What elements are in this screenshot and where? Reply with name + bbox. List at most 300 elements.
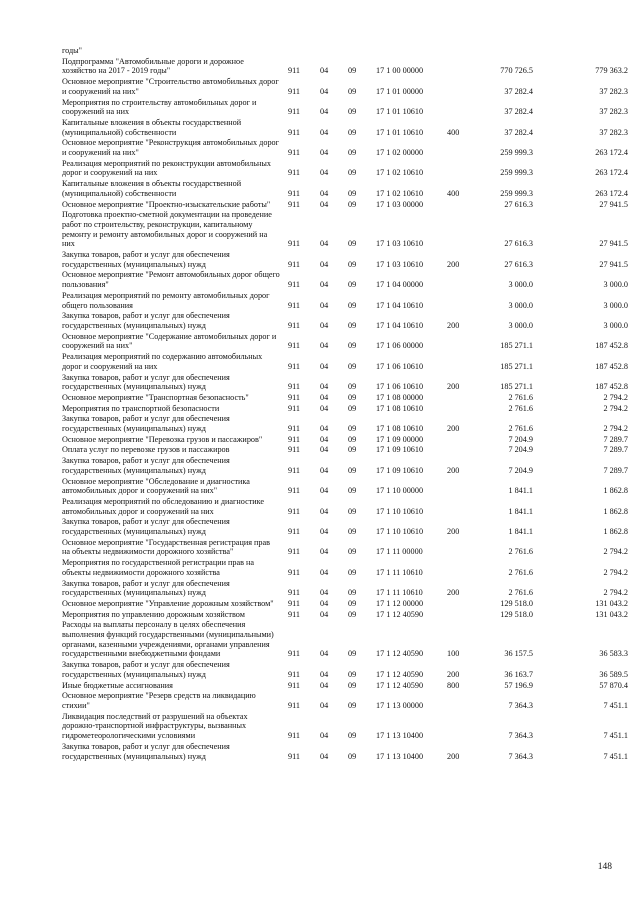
cell-v2020: 7 289.7 [603, 434, 628, 444]
cell-ved: 911 [288, 567, 300, 577]
row-name: Закупка товаров, работ и услуг для обеспечения государственных (муниципальных) нужд [62, 456, 230, 475]
cell-v2019: 37 282.4 [504, 127, 533, 137]
cell-vr: 200 [447, 751, 460, 761]
cell-cs: 17 1 06 00000 [376, 341, 424, 351]
cell-v2019: 7 364.3 [508, 731, 533, 741]
cell-cs: 17 1 12 00000 [376, 598, 424, 608]
cell-v2019: 2 761.6 [508, 392, 533, 402]
cell-v2020: 187 452.8 [595, 361, 628, 371]
cell-pr: 09 [348, 239, 357, 249]
cell-rz: 04 [320, 382, 329, 392]
cell-v2019: 129 518.0 [500, 598, 533, 608]
cell-ved: 911 [288, 680, 300, 690]
cell-cs: 17 1 02 10610 [376, 188, 424, 198]
cell-vr: 200 [447, 424, 460, 434]
cell-rz: 04 [320, 609, 329, 619]
row-codes [288, 610, 628, 620]
table-row [62, 599, 628, 609]
cell-v2019: 7 204.9 [508, 465, 533, 475]
cell-rz: 04 [320, 598, 329, 608]
cell-pr: 09 [348, 649, 357, 659]
cell-rz: 04 [320, 506, 329, 516]
cell-ved: 911 [288, 465, 300, 475]
cell-v2020: 2 794.2 [603, 547, 628, 557]
cell-pr: 09 [348, 434, 357, 444]
table-row [62, 352, 628, 371]
row-codes [288, 547, 628, 557]
cell-rz: 04 [320, 168, 329, 178]
table-row [62, 291, 628, 310]
cell-cs: 17 1 10 10610 [376, 527, 424, 537]
cell-v2019: 2 761.6 [508, 403, 533, 413]
row-name: Основное мероприятие "Перевозка грузов и пассажиров" [62, 434, 263, 444]
cell-rz: 04 [320, 107, 329, 117]
cell-vr: 200 [447, 465, 460, 475]
page-number: 148 [597, 862, 612, 872]
cell-pr: 09 [348, 168, 357, 178]
cell-pr: 09 [348, 751, 357, 761]
cell-pr: 09 [348, 392, 357, 402]
cell-ved: 911 [288, 341, 300, 351]
table-row [62, 660, 628, 679]
cell-v2019: 7 204.9 [508, 434, 533, 444]
cell-v2019: 259 999.3 [500, 188, 533, 198]
cell-v2019: 7 204.9 [508, 445, 533, 455]
cell-rz: 04 [320, 86, 329, 96]
cell-pr: 09 [348, 341, 357, 351]
table-row [62, 311, 628, 330]
cell-v2019: 37 282.4 [504, 107, 533, 117]
table-row [62, 250, 628, 269]
row-name: Закупка товаров, работ и услуг для обеспечения государственных (муниципальных) нужд [62, 311, 230, 330]
cell-cs: 17 1 04 10610 [376, 300, 424, 310]
row-name: Закупка товаров, работ и услуг для обеспечения государственных (муниципальных) нужд [62, 372, 230, 392]
cell-v2019: 3 000.0 [508, 320, 533, 330]
row-codes [288, 466, 628, 476]
cell-v2020: 2 794.2 [603, 424, 628, 434]
table-row [62, 414, 628, 433]
cell-ved: 911 [288, 168, 300, 178]
table-row [62, 456, 628, 475]
row-codes [288, 599, 628, 609]
row-name: годы" [62, 46, 83, 55]
cell-cs: 17 1 09 10610 [376, 465, 424, 475]
cell-ved: 911 [288, 609, 300, 619]
cell-v2019: 2 761.6 [508, 588, 533, 598]
cell-pr: 09 [348, 188, 357, 198]
cell-ved: 911 [288, 424, 300, 434]
cell-ved: 911 [288, 392, 300, 402]
row-codes [288, 280, 628, 290]
cell-v2020: 1 862.8 [603, 506, 628, 516]
row-name: Реализация мероприятий по содержанию автомобильных дорог и сооружений на них [62, 352, 263, 371]
cell-cs: 17 1 03 10610 [376, 259, 424, 269]
cell-v2020: 36 589.5 [599, 669, 628, 679]
cell-v2020: 37 282.3 [599, 107, 628, 117]
table-row [62, 200, 628, 210]
cell-vr: 200 [447, 259, 460, 269]
cell-pr: 09 [348, 424, 357, 434]
cell-v2019: 185 271.1 [500, 341, 533, 351]
cell-ved: 911 [288, 239, 300, 249]
cell-cs: 17 1 13 00000 [376, 701, 424, 710]
cell-pr: 09 [348, 567, 357, 577]
row-codes [288, 568, 628, 578]
cell-v2019: 27 616.3 [504, 239, 533, 249]
cell-pr: 09 [348, 588, 357, 598]
cell-rz: 04 [320, 445, 329, 455]
cell-cs: 17 1 08 10610 [376, 403, 424, 413]
cell-ved: 911 [288, 66, 300, 76]
cell-cs: 17 1 06 10610 [376, 382, 424, 392]
cell-pr: 09 [348, 465, 357, 475]
cell-cs: 17 1 08 00000 [376, 392, 424, 402]
row-codes [288, 650, 628, 660]
table-row [62, 46, 628, 56]
cell-pr: 09 [348, 127, 357, 137]
cell-cs: 17 1 02 10610 [376, 168, 424, 178]
cell-v2020: 37 282.3 [599, 127, 628, 137]
cell-cs: 17 1 02 00000 [376, 148, 424, 158]
cell-cs: 17 1 13 10400 [376, 731, 424, 741]
cell-cs: 17 1 03 00000 [376, 199, 424, 209]
row-name: Закупка товаров, работ и услуг для обеспечения государственных (муниципальных) нужд [62, 741, 230, 761]
row-codes [288, 701, 628, 711]
cell-ved: 911 [288, 86, 300, 96]
table-row [62, 681, 628, 691]
table-row [62, 477, 628, 496]
cell-cs: 17 1 11 00000 [376, 547, 423, 557]
row-name: Реализация мероприятий по обследованию и диагностике автомобильных дорог и сооружений на них [62, 496, 265, 516]
row-codes [288, 46, 628, 56]
row-name: Основное мероприятие "Реконструкция автомобильных дорог и сооружений на них" [62, 138, 279, 158]
cell-rz: 04 [320, 588, 329, 598]
cell-v2020: 263 172.4 [595, 168, 628, 178]
cell-rz: 04 [320, 280, 329, 290]
cell-v2019: 3 000.0 [508, 280, 533, 290]
cell-rz: 04 [320, 434, 329, 444]
row-name: Основное мероприятие "Содержание автомобильных дорог и сооружений на них" [62, 331, 277, 351]
row-codes [288, 681, 628, 691]
cell-pr: 09 [348, 506, 357, 516]
row-name: Закупка товаров, работ и услуг для обеспечения государственных (муниципальных) нужд [62, 414, 230, 434]
row-codes [288, 752, 628, 762]
cell-v2019: 770 726.5 [500, 66, 533, 76]
cell-ved: 911 [288, 320, 300, 330]
cell-cs: 17 1 12 40590 [376, 609, 424, 619]
cell-rz: 04 [320, 300, 329, 310]
cell-cs: 17 1 11 10610 [376, 588, 423, 598]
table-row [62, 497, 628, 516]
row-name: Подготовка проектно-сметной документации на проведение работ по строительству, реконструкции, капитальному ремонту и ремонту автомобильных дорог и сооружений на них [62, 210, 272, 249]
cell-v2019: 1 841.1 [508, 527, 533, 537]
cell-ved: 911 [288, 588, 300, 598]
row-codes [288, 404, 628, 414]
cell-cs: 17 1 12 40590 [376, 669, 424, 679]
cell-rz: 04 [320, 649, 329, 659]
cell-pr: 09 [348, 680, 357, 690]
cell-pr: 09 [348, 382, 357, 392]
row-codes [288, 486, 628, 496]
cell-v2020: 263 172.4 [595, 188, 628, 198]
cell-cs: 17 1 03 10610 [376, 239, 424, 249]
cell-cs: 17 1 01 00000 [376, 86, 424, 96]
cell-vr: 200 [447, 382, 460, 392]
table-row [62, 517, 628, 536]
cell-rz: 04 [320, 199, 329, 209]
table-row [62, 435, 628, 445]
table-row [62, 77, 628, 96]
cell-v2020: 2 794.2 [603, 588, 628, 598]
cell-rz: 04 [320, 392, 329, 402]
budget-table [62, 46, 628, 762]
table-row [62, 445, 628, 455]
row-codes [288, 128, 628, 138]
table-row [62, 270, 628, 289]
cell-v2020: 37 282.3 [599, 86, 628, 96]
cell-ved: 911 [288, 300, 300, 310]
table-row [62, 610, 628, 620]
row-name: Реализация мероприятий по реконструкции автомобильных дорог и сооружений на них [62, 158, 271, 178]
cell-ved: 911 [288, 259, 300, 269]
cell-v2019: 3 000.0 [508, 300, 533, 310]
cell-ved: 911 [288, 649, 300, 659]
cell-rz: 04 [320, 680, 329, 690]
cell-rz: 04 [320, 188, 329, 198]
cell-v2020: 7 451.1 [603, 751, 628, 761]
row-name: Основное мероприятие "Резерв средств на ликвидацию стихии" [62, 691, 256, 710]
cell-v2020: 36 583.3 [599, 649, 628, 659]
cell-ved: 911 [288, 527, 300, 537]
cell-pr: 09 [348, 66, 357, 76]
cell-ved: 911 [288, 107, 300, 117]
row-name: Иные бюджетные ассигнования [62, 680, 173, 690]
cell-cs: 17 1 01 10610 [376, 107, 424, 117]
table-row [62, 373, 628, 392]
cell-rz: 04 [320, 547, 329, 557]
row-name: Подпрограмма "Автомобильные дороги и дорожное хозяйство на 2017 - 2019 годы" [62, 56, 244, 76]
cell-cs: 17 1 10 00000 [376, 486, 424, 496]
table-row [62, 98, 628, 117]
cell-cs: 17 1 00 00000 [376, 66, 424, 76]
cell-v2020: 3 000.0 [603, 300, 628, 310]
cell-pr: 09 [348, 320, 357, 330]
cell-rz: 04 [320, 239, 329, 249]
cell-cs: 17 1 04 10610 [376, 320, 424, 330]
row-codes [288, 435, 628, 445]
cell-rz: 04 [320, 567, 329, 577]
cell-pr: 09 [348, 86, 357, 96]
cell-ved: 911 [288, 669, 300, 679]
row-name: Реализация мероприятий по ремонту автомобильных дорог общего пользования [62, 290, 270, 310]
row-codes [288, 200, 628, 210]
cell-pr: 09 [348, 403, 357, 413]
cell-cs: 17 1 13 10400 [376, 751, 424, 761]
cell-rz: 04 [320, 341, 329, 351]
table-row [62, 620, 628, 659]
cell-pr: 09 [348, 199, 357, 209]
cell-rz: 04 [320, 403, 329, 413]
cell-ved: 911 [288, 434, 300, 444]
cell-ved: 911 [288, 188, 300, 198]
row-name: Оплата услуг по перевозке грузов и пассажиров [62, 445, 230, 455]
cell-v2020: 27 941.5 [599, 259, 628, 269]
row-codes [288, 260, 628, 270]
cell-v2019: 7 364.3 [508, 701, 533, 710]
cell-v2019: 36 163.7 [504, 669, 533, 679]
cell-pr: 09 [348, 701, 357, 710]
row-codes [288, 393, 628, 403]
cell-ved: 911 [288, 751, 300, 761]
cell-vr: 200 [447, 588, 460, 598]
cell-v2019: 2 761.6 [508, 547, 533, 557]
cell-rz: 04 [320, 751, 329, 761]
cell-cs: 17 1 11 10610 [376, 567, 423, 577]
cell-vr: 200 [447, 669, 460, 679]
row-codes [288, 424, 628, 434]
cell-v2020: 7 451.1 [603, 701, 628, 710]
cell-ved: 911 [288, 127, 300, 137]
cell-pr: 09 [348, 361, 357, 371]
table-row [62, 558, 628, 577]
cell-v2020: 187 452.8 [595, 382, 628, 392]
cell-cs: 17 1 09 00000 [376, 434, 424, 444]
row-codes [288, 321, 628, 331]
row-codes [288, 239, 628, 249]
cell-ved: 911 [288, 382, 300, 392]
cell-v2020: 7 289.7 [603, 445, 628, 455]
cell-ved: 911 [288, 598, 300, 608]
cell-cs: 17 1 08 10610 [376, 424, 424, 434]
cell-v2020: 3 000.0 [603, 280, 628, 290]
table-row [62, 712, 628, 741]
row-name: Закупка товаров, работ и услуг для обеспечения государственных (муниципальных) нужд [62, 250, 230, 269]
row-codes [288, 107, 628, 117]
row-codes [288, 731, 628, 741]
cell-pr: 09 [348, 300, 357, 310]
cell-ved: 911 [288, 731, 300, 741]
cell-v2020: 2 794.2 [603, 403, 628, 413]
cell-cs: 17 1 10 10610 [376, 506, 424, 516]
cell-rz: 04 [320, 701, 329, 710]
cell-rz: 04 [320, 731, 329, 741]
cell-cs: 17 1 12 40590 [376, 680, 424, 690]
table-row [62, 138, 628, 157]
cell-ved: 911 [288, 701, 300, 710]
cell-pr: 09 [348, 731, 357, 741]
cell-v2020: 779 363.2 [595, 66, 628, 76]
cell-v2019: 129 518.0 [500, 609, 533, 619]
cell-ved: 911 [288, 199, 300, 209]
cell-v2019: 27 616.3 [504, 259, 533, 269]
cell-ved: 911 [288, 486, 300, 496]
cell-ved: 911 [288, 547, 300, 557]
row-codes [288, 527, 628, 537]
cell-v2019: 1 841.1 [508, 506, 533, 516]
row-name: Мероприятия по транспортной безопасности [62, 403, 220, 413]
row-name: Основное мероприятие "Обследование и диагностика автомобильных дорог и сооружений на них" [62, 476, 250, 496]
row-codes [288, 148, 628, 158]
cell-pr: 09 [348, 547, 357, 557]
row-name: Основное мероприятие "Проектно-изыскательские работы" [62, 199, 271, 209]
row-codes [288, 362, 628, 372]
row-name: Капитальные вложения в объекты государственной (муниципальной) собственности [62, 179, 242, 198]
cell-ved: 911 [288, 361, 300, 371]
row-codes [288, 507, 628, 517]
cell-v2020: 131 043.2 [595, 598, 628, 608]
table-row [62, 393, 628, 403]
cell-vr: 200 [447, 320, 460, 330]
cell-cs: 17 1 06 10610 [376, 361, 424, 371]
row-name: Мероприятия по государственной регистрации прав на объекты недвижимости дорожного хозяйства [62, 558, 255, 577]
cell-v2020: 1 862.8 [603, 486, 628, 496]
row-name: Мероприятия по управлению дорожным хозяйством [62, 609, 245, 619]
cell-v2019: 2 761.6 [508, 567, 533, 577]
cell-v2020: 263 172.4 [595, 148, 628, 158]
cell-rz: 04 [320, 148, 329, 158]
cell-v2019: 259 999.3 [500, 168, 533, 178]
cell-v2019: 36 157.5 [504, 649, 533, 659]
row-codes [288, 445, 628, 455]
cell-vr: 100 [447, 649, 460, 659]
cell-vr: 800 [447, 680, 460, 690]
row-codes [288, 87, 628, 97]
cell-pr: 09 [348, 598, 357, 608]
cell-v2020: 2 794.2 [603, 392, 628, 402]
cell-v2019: 2 761.6 [508, 424, 533, 434]
cell-pr: 09 [348, 527, 357, 537]
cell-rz: 04 [320, 486, 329, 496]
row-codes [288, 301, 628, 311]
cell-rz: 04 [320, 127, 329, 137]
table-row [62, 179, 628, 198]
row-name: Закупка товаров, работ и услуг для обеспечения государственных (муниципальных) нужд [62, 578, 230, 598]
cell-rz: 04 [320, 361, 329, 371]
table-row [62, 742, 628, 761]
cell-v2019: 185 271.1 [500, 382, 533, 392]
cell-v2020: 7 289.7 [603, 465, 628, 475]
cell-pr: 09 [348, 445, 357, 455]
row-name: Основное мероприятие "Ремонт автомобильных дорог общего пользования" [62, 270, 280, 290]
cell-v2020: 3 000.0 [603, 320, 628, 330]
cell-v2019: 259 999.3 [500, 148, 533, 158]
row-codes [288, 189, 628, 199]
cell-v2020: 131 043.2 [595, 609, 628, 619]
row-codes [288, 341, 628, 351]
table-row [62, 579, 628, 598]
cell-v2019: 57 196.9 [504, 680, 533, 690]
table-row [62, 332, 628, 351]
cell-pr: 09 [348, 148, 357, 158]
cell-v2019: 27 616.3 [504, 199, 533, 209]
row-name: Основное мероприятие "Строительство автомобильных дорог и сооружений на них" [62, 77, 279, 96]
table-row [62, 538, 628, 557]
cell-pr: 09 [348, 107, 357, 117]
cell-v2020: 27 941.5 [599, 239, 628, 249]
cell-rz: 04 [320, 424, 329, 434]
row-codes [288, 66, 628, 76]
cell-v2020: 2 794.2 [603, 567, 628, 577]
row-name: Основное мероприятие "Государственная регистрация прав на объекты недвижимости дорожного хозяйства" [62, 537, 270, 557]
cell-rz: 04 [320, 527, 329, 537]
table-row [62, 210, 628, 249]
cell-pr: 09 [348, 669, 357, 679]
row-name: Закупка товаров, работ и услуг для обеспечения государственных (муниципальных) нужд [62, 660, 230, 679]
cell-vr: 400 [447, 127, 460, 137]
cell-ved: 911 [288, 445, 300, 455]
cell-rz: 04 [320, 669, 329, 679]
cell-v2020: 57 870.4 [599, 680, 628, 690]
